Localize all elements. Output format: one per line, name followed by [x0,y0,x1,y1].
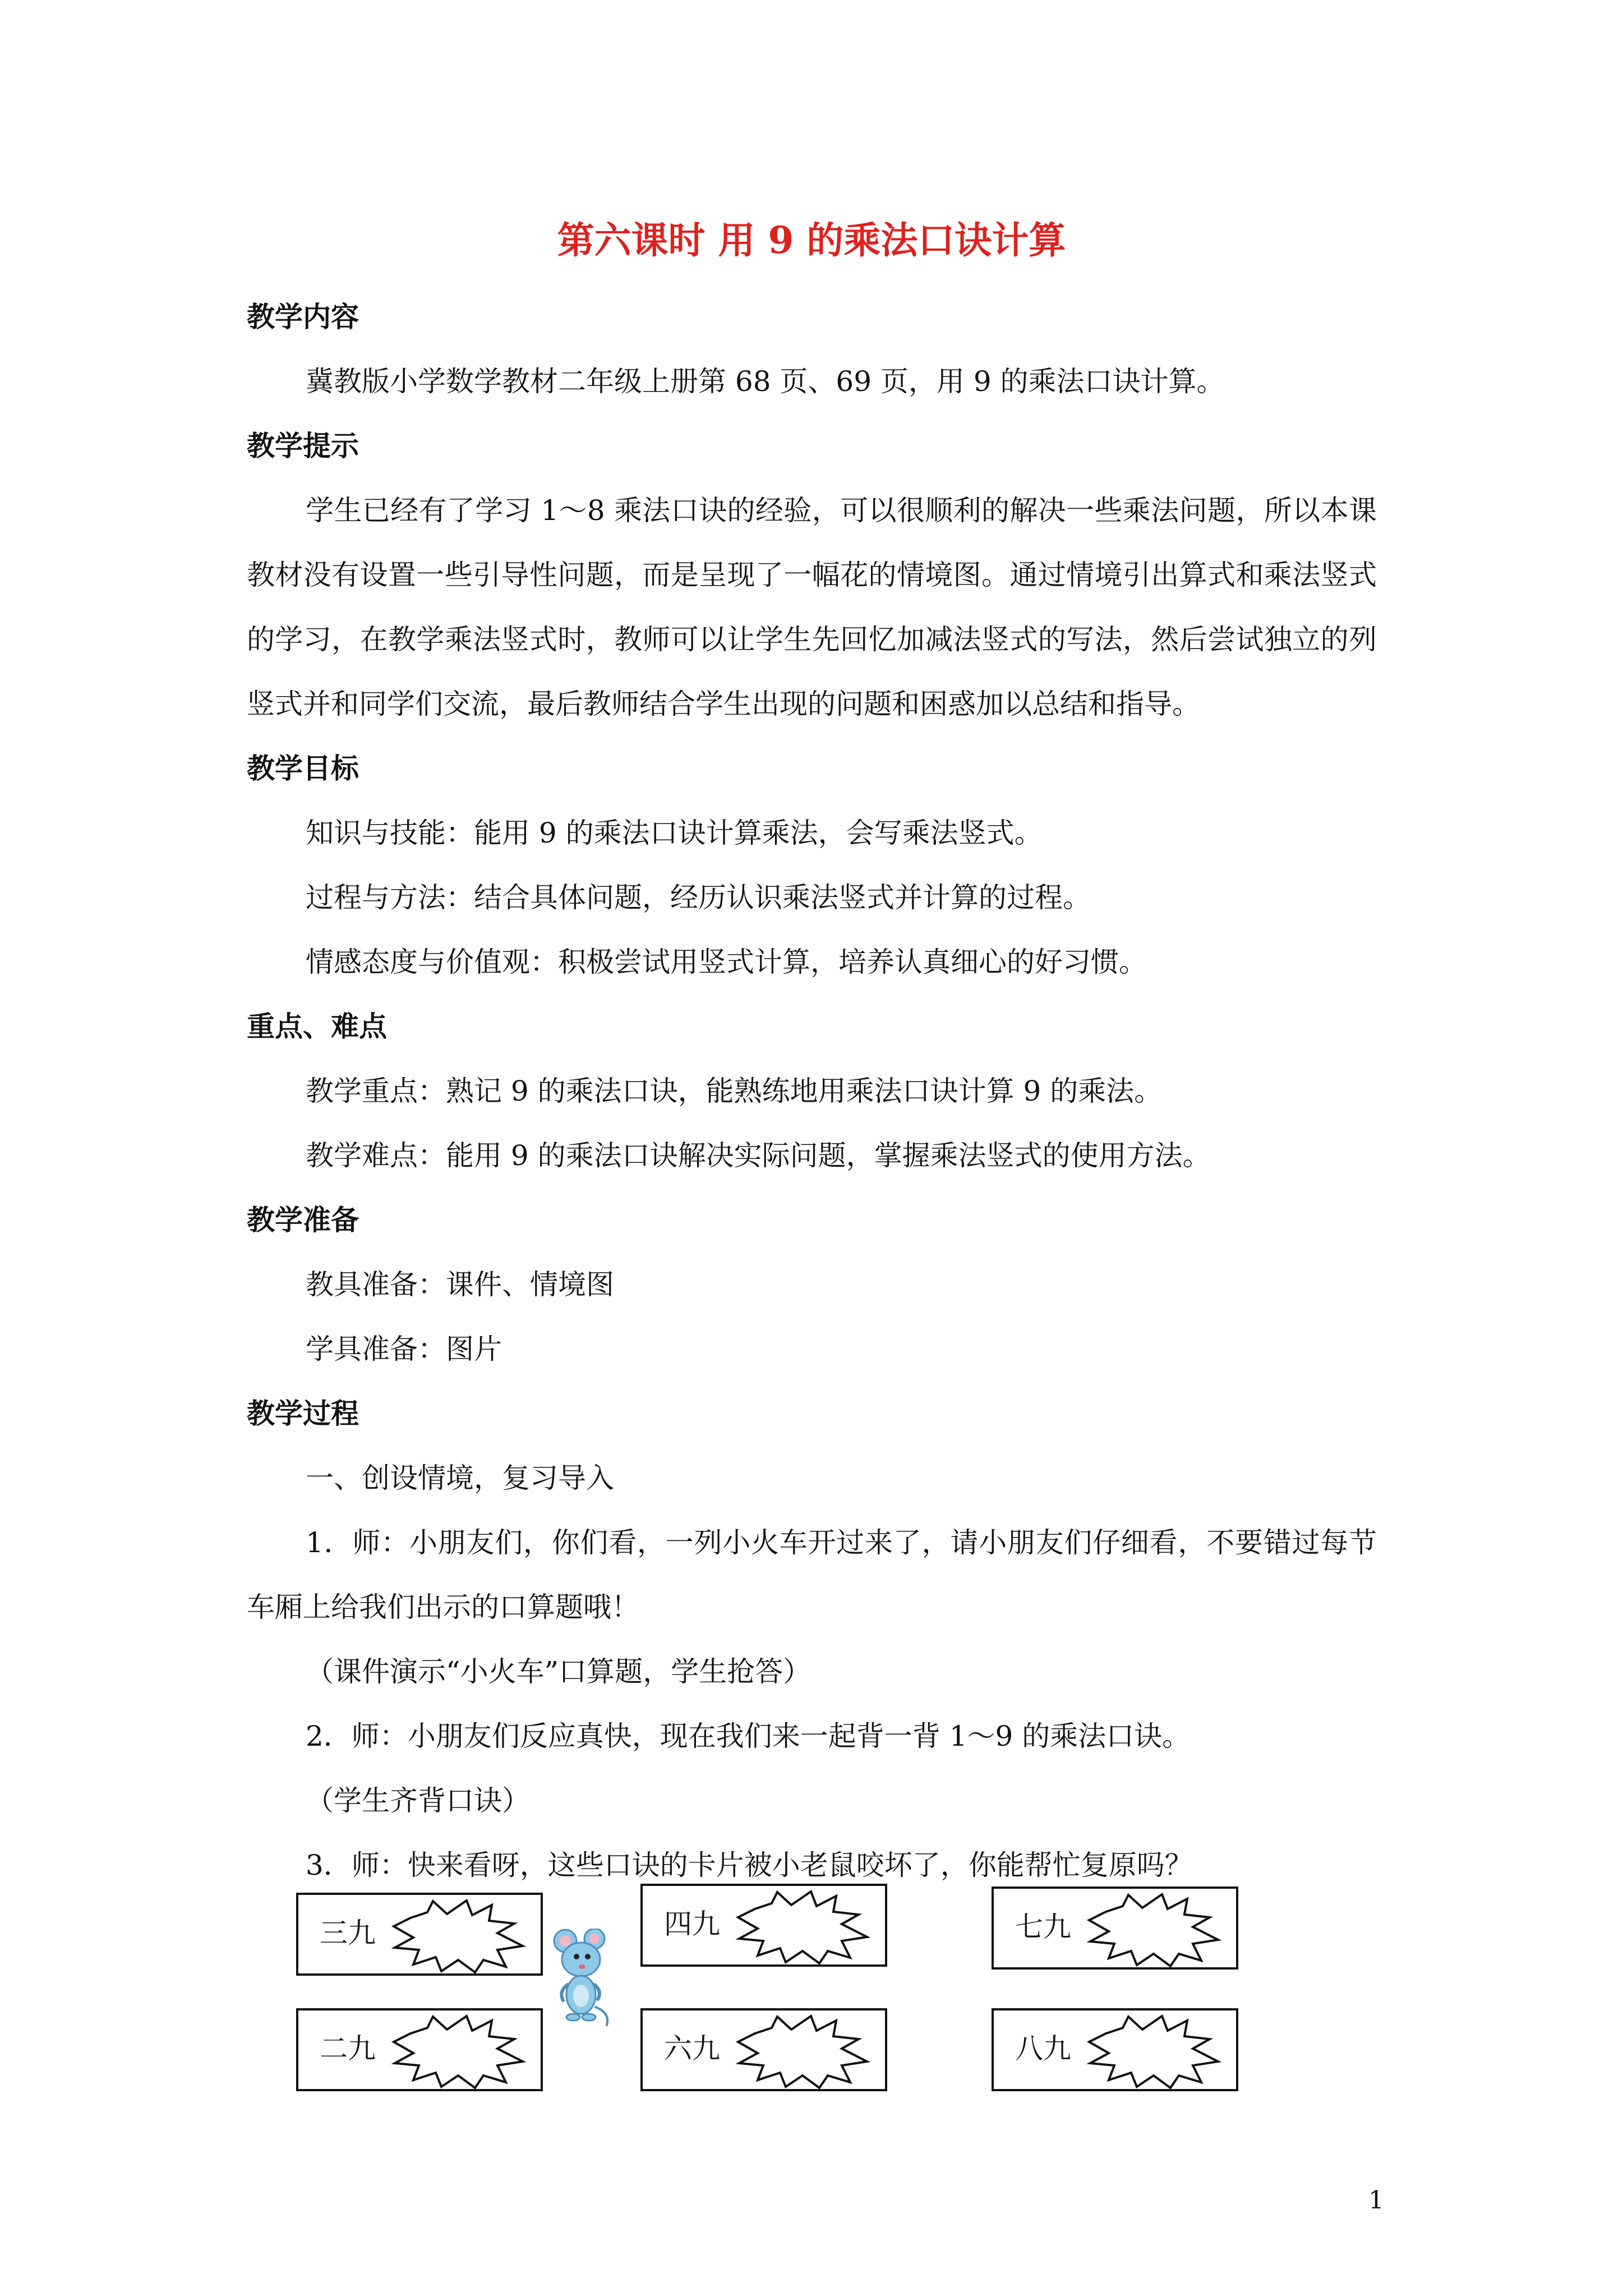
multiplication-card [640,1884,887,1967]
section-heading-objectives: 教学目标 [247,752,359,785]
section-heading-key-points: 重点、难点 [247,1010,387,1043]
page-title: 第六课时 用 9 的乘法口诀计算 [557,218,1066,262]
starburst-bite-icon [388,1898,528,1975]
starburst-bite-icon [732,1889,873,1966]
paragraph-line: 教具准备：课件、情境图 [306,1268,614,1301]
paragraph-line: 竖式并和同学们交流，最后教师结合学生出现的问题和困惑加以总结和指导。 [247,688,1200,720]
paragraph-line: 2．师：小朋友们反应真快，现在我们来一起背一背 1～9 的乘法口诀。 [306,1720,1191,1752]
multiplication-card [992,2008,1238,2091]
paragraph-line: 冀教版小学数学教材二年级上册第 68 页、69 页，用 9 的乘法口诀计算。 [306,365,1225,398]
card-label: 四九 [664,1908,720,1940]
paragraph-line: （课件演示“小火车”口算题，学生抢答） [306,1655,811,1688]
paragraph-line: 教材没有设置一些引导性问题，而是呈现了一幅花的情境图。通过情境引出算式和乘法竖式 [247,559,1377,591]
card-label: 七九 [1015,1911,1071,1943]
paragraph-line: 知识与技能：能用 9 的乘法口诀计算乘法，会写乘法竖式。 [306,817,1043,849]
multiplication-card [992,1887,1238,1970]
paragraph-line: （学生齐背口诀） [306,1784,530,1817]
paragraph-line: 3．师：快来看呀，这些口诀的卡片被小老鼠咬坏了，你能帮忙复原吗？ [306,1849,1193,1881]
card-label: 八九 [1015,2032,1071,2065]
starburst-bite-icon [388,2014,528,2090]
paragraph-line: 情感态度与价值观：积极尝试用竖式计算，培养认真细心的好习惯。 [306,946,1147,978]
paragraph-line: 学具准备：图片 [306,1333,502,1365]
paragraph-line: 1．师：小朋友们，你们看，一列小火车开过来了，请小朋友们仔细看，不要错过每节 [306,1526,1377,1559]
paragraph-line: 的学习，在教学乘法竖式时，教师可以让学生先回忆加减法竖式的写法，然后尝试独立的列 [247,623,1377,656]
paragraph-line: 车厢上给我们出示的口算题哦！ [247,1591,639,1623]
starburst-bite-icon [1083,2014,1224,2090]
paragraph-line: 教学难点：能用 9 的乘法口诀解决实际问题，掌握乘法竖式的使用方法。 [306,1139,1211,1172]
mouse-illustration [548,1929,616,2030]
paragraph-line: 学生已经有了学习 1～8 乘法口诀的经验，可以很顺利的解决一些乘法问题，所以本课 [306,494,1377,527]
card-label: 三九 [320,1917,376,1949]
card-label: 六九 [664,2032,720,2065]
paragraph-line: 过程与方法：结合具体问题，经历认识乘法竖式并计算的过程。 [306,881,1091,914]
multiplication-card [296,2008,543,2091]
section-heading-process: 教学过程 [247,1397,359,1430]
paragraph-line: 教学重点：熟记 9 的乘法口诀，能熟练地用乘法口诀计算 9 的乘法。 [306,1075,1163,1107]
starburst-bite-icon [1083,1892,1224,1968]
multiplication-card [640,2008,887,2091]
paragraph-line: 一、创设情境，复习导入 [306,1462,614,1494]
section-heading-hints: 教学提示 [247,429,359,462]
card-label: 二九 [320,2032,376,2065]
multiplication-card [296,1893,543,1976]
starburst-bite-icon [732,2014,873,2090]
section-heading-content: 教学内容 [247,300,359,333]
page-number: 1 [1368,2186,1384,2215]
section-heading-preparation: 教学准备 [247,1203,359,1236]
